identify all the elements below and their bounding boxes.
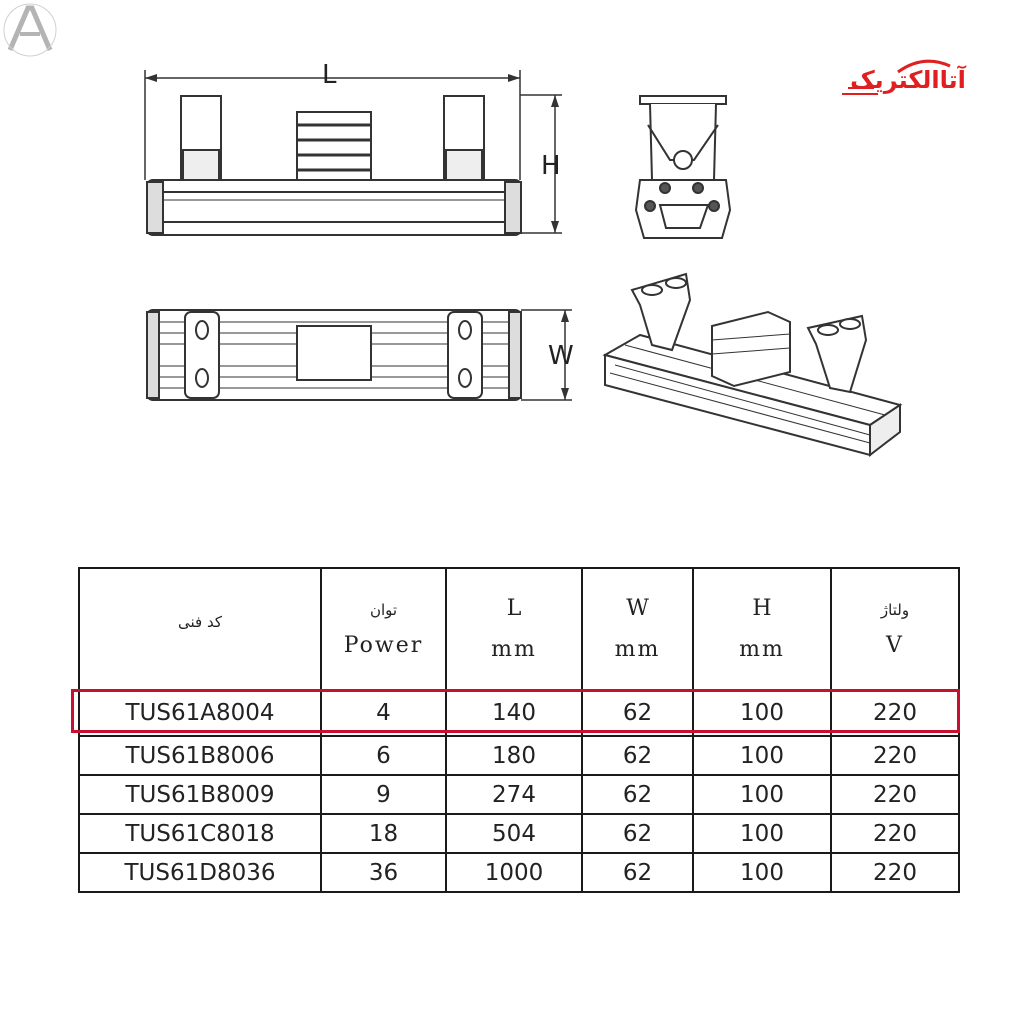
header-height-label: H	[752, 596, 772, 621]
length-dimension-label: L	[322, 60, 337, 90]
cell-height: 100	[693, 775, 831, 814]
cell-code: TUS61B8009	[79, 775, 321, 814]
header-height	[693, 568, 831, 690]
spec-table	[78, 567, 960, 893]
cell-length: 180	[446, 736, 582, 775]
header-width	[582, 568, 693, 690]
header-code-fa: کد فنی	[178, 613, 222, 631]
cell-code: TUS61B8006	[79, 736, 321, 775]
cell-length: 274	[446, 775, 582, 814]
cell-length: 504	[446, 814, 582, 853]
header-power	[321, 568, 446, 690]
cell-height: 100	[693, 736, 831, 775]
side-view	[636, 96, 730, 238]
cell-length: 1000	[446, 853, 582, 892]
cell-power: 36	[321, 853, 446, 892]
cell-width: 62	[582, 736, 693, 775]
cell-voltage: 220	[831, 690, 959, 736]
table-row	[79, 736, 959, 775]
header-width-label: W	[626, 596, 649, 621]
width-dimension-label: W	[548, 341, 574, 371]
cell-power: 9	[321, 775, 446, 814]
cell-code: TUS61C8018	[79, 814, 321, 853]
header-voltage-fa: ولتاژ	[880, 600, 910, 619]
cell-voltage: 220	[831, 814, 959, 853]
table-header-row	[79, 568, 959, 690]
isometric-view	[605, 274, 900, 455]
cell-length: 140	[446, 690, 582, 736]
cell-width: 62	[582, 690, 693, 736]
cell-width: 62	[582, 814, 693, 853]
table-row	[79, 690, 959, 736]
logo-text: آتاالکتریک	[850, 66, 966, 94]
height-dimension-label: H	[541, 151, 561, 181]
cell-power: 4	[321, 690, 446, 736]
cell-voltage: 220	[831, 736, 959, 775]
table-row	[79, 775, 959, 814]
header-code	[79, 568, 321, 690]
header-length	[446, 568, 582, 690]
table-row	[79, 814, 959, 853]
cell-voltage: 220	[831, 775, 959, 814]
header-voltage-unit: V	[886, 632, 904, 658]
watermark-logo-icon	[0, 0, 60, 60]
brand-logo	[838, 52, 978, 104]
cell-height: 100	[693, 690, 831, 736]
table-row	[79, 853, 959, 892]
cell-power: 6	[321, 736, 446, 775]
header-height-unit: mm	[739, 637, 785, 662]
header-power-fa: توان	[369, 600, 398, 619]
header-power-en: Power	[343, 632, 424, 658]
front-view	[145, 70, 562, 235]
cell-voltage: 220	[831, 853, 959, 892]
top-view	[147, 310, 572, 400]
cell-code: TUS61A8004	[79, 690, 321, 736]
header-voltage	[831, 568, 959, 690]
cell-width: 62	[582, 853, 693, 892]
cell-height: 100	[693, 853, 831, 892]
header-length-unit: mm	[491, 637, 537, 662]
header-length-label: L	[506, 596, 522, 621]
cell-code: TUS61D8036	[79, 853, 321, 892]
header-width-unit: mm	[614, 637, 661, 662]
cell-power: 18	[321, 814, 446, 853]
cell-width: 62	[582, 775, 693, 814]
cell-height: 100	[693, 814, 831, 853]
